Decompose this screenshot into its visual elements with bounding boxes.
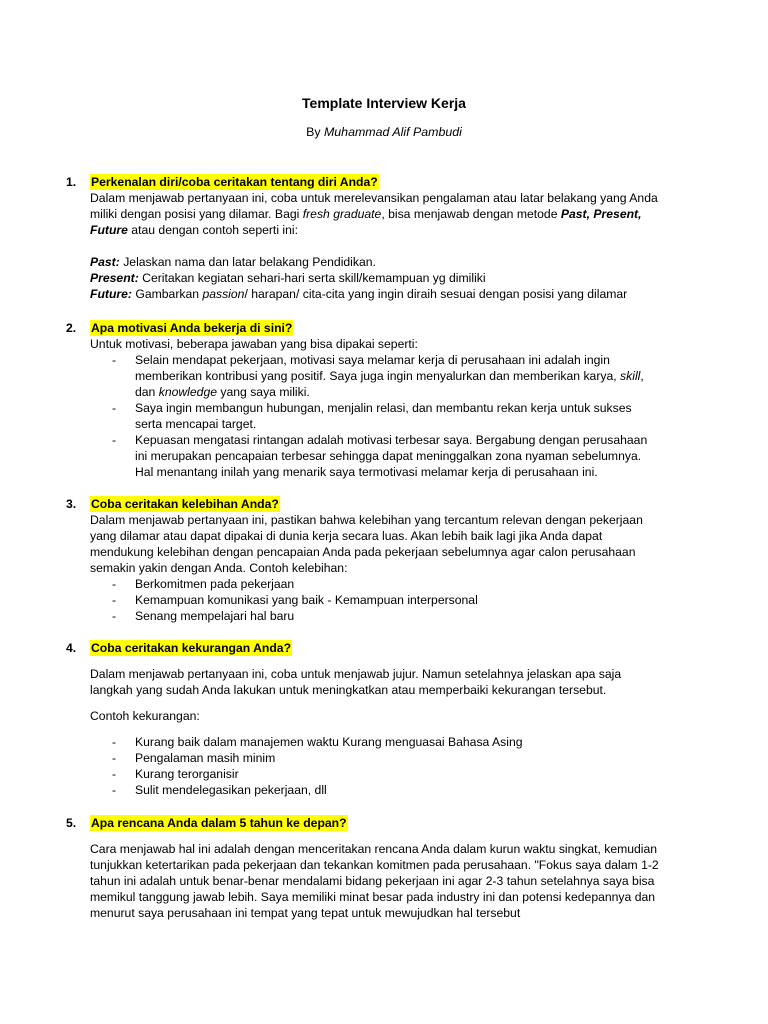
text-run: Future <box>90 223 128 237</box>
byline <box>0 124 768 140</box>
text-run: miliki dengan posisi yang dilamar. Bagi <box>90 207 303 221</box>
list-line: Berkomitmen pada pekerjaan <box>135 577 295 591</box>
question-number: 2. <box>66 321 77 335</box>
past-label: Past: <box>90 255 120 269</box>
paragraph-line: menurut saya perusahaan ini tempat yang tepat untuk mewujudkan hal tersebut <box>90 906 521 920</box>
paragraph-line: memikul tanggung jawab lebih. Saya memiliki minat besar pada industry ini dan potensi kedepannya dan <box>90 890 656 904</box>
document-title: Template Interview Kerja <box>302 95 466 111</box>
section-q3 <box>66 496 686 624</box>
question-text: Perkenalan diri/coba ceritakan tentang diri Anda? <box>91 175 378 189</box>
answer-body <box>90 336 686 480</box>
question-number: 3. <box>66 497 77 511</box>
text-run: Gambarkan <box>131 287 203 301</box>
list-line: Hal menantang inilah yang menarik saya termotivasi melamar kerja di perusahaan ini. <box>135 465 598 479</box>
section-q1 <box>66 174 686 302</box>
list-item <box>90 432 686 480</box>
question-number: 1. <box>66 175 77 189</box>
list-item <box>90 576 686 592</box>
past-line <box>90 254 686 270</box>
list-line: Sulit mendelegasikan pekerjaan, dll <box>135 783 327 797</box>
list-line: ini merupakan pencapaian terbesar sehingga dapat meninggalkan zona nyaman sebelumnya. <box>135 449 642 463</box>
bullet-dash: - <box>112 353 117 367</box>
bullet-dash: - <box>112 577 117 591</box>
list-line: Kemampuan komunikasi yang baik - Kemampuan interpersonal <box>135 593 478 607</box>
list-line: Saya ingin membangun hubungan, menjalin relasi, dan membantu rekan kerja untuk sukses <box>135 401 632 415</box>
present-line <box>90 270 686 286</box>
text-run: passion <box>202 287 245 301</box>
list-line: serta mencapai target. <box>135 417 257 431</box>
question-number: 5. <box>66 816 77 830</box>
present-label: Present: <box>90 271 139 285</box>
paragraph-line: Cara menjawab hal ini adalah dengan menceritakan rencana Anda dalam kurun waktu singkat, kemudian <box>90 842 658 856</box>
paragraph-line: mendukung kelebihan dengan pencapaian Anda pada pekerjaan sebelumnya agar calon perusahaan <box>90 545 636 559</box>
bullet-dash: - <box>112 433 117 447</box>
paragraph-line <box>90 206 686 222</box>
paragraph-line: yang dilamar atau dapat dipakai di dunia kerja secara luas. Akan lebih baik lagi jika Anda dapat <box>90 529 603 543</box>
paragraph-line: langkah yang sudah Anda lakukan untuk meningkatkan atau memperbaiki kekurangan tersebut. <box>90 683 607 697</box>
question-heading <box>66 320 686 336</box>
text-run: yang saya miliki. <box>217 385 310 399</box>
answer-body <box>90 666 686 798</box>
question-number: 4. <box>66 641 77 655</box>
text-run: memberikan kontribusi yang positif. Saya juga ingin menyalurkan dan memberikan karya, <box>135 369 621 383</box>
paragraph-line <box>90 222 686 238</box>
list-item <box>90 352 686 400</box>
question-text: Apa motivasi Anda bekerja di sini? <box>91 321 293 335</box>
paragraph-line: tunjukkan ketertarikan pada pekerjaan dan tekankan komitmen pada perusahaan. "Fokus saya dalam 1-2 <box>90 858 659 872</box>
author-name: Muhammad Alif Pambudi <box>323 125 462 139</box>
list-item <box>90 400 686 432</box>
text-run: atau dengan contoh seperti ini: <box>127 223 298 237</box>
list-line: Senang mempelajari hal baru <box>135 609 295 623</box>
list-line: Kurang terorganisir <box>135 767 239 781</box>
question-heading <box>66 174 686 190</box>
list-line: Kurang baik dalam manajemen waktu Kurang menguasai Bahasa Asing <box>135 735 523 749</box>
list-line <box>135 368 686 384</box>
text-run: Ceritakan kegiatan sehari-hari serta skill/kemampuan yg dimiliki <box>138 271 486 285</box>
section-q4 <box>66 640 686 798</box>
list-item <box>90 766 686 782</box>
text-run: Past, Present, <box>560 207 642 221</box>
blank-line <box>90 238 686 254</box>
question-text: Coba ceritakan kekurangan Anda? <box>91 641 292 655</box>
text-run: dan <box>135 385 159 399</box>
future-label: Future: <box>90 287 132 301</box>
text-run: , bisa menjawab dengan metode <box>381 207 561 221</box>
question-heading <box>66 640 686 656</box>
byline-prefix: By <box>306 125 324 139</box>
question-heading <box>66 815 686 831</box>
answer-body <box>90 841 686 921</box>
list-item <box>90 608 686 624</box>
list-line: Pengalaman masih minim <box>135 751 276 765</box>
text-run: fresh graduate <box>302 207 382 221</box>
bullet-dash: - <box>112 401 117 415</box>
question-heading <box>66 496 686 512</box>
bullet-dash: - <box>112 609 117 623</box>
list-line: Kepuasan mengatasi rintangan adalah motivasi terbesar saya. Bergabung dengan perusahaan <box>135 433 648 447</box>
text-run: Jelaskan nama dan latar belakang Pendidikan. <box>119 255 376 269</box>
paragraph-line: Dalam menjawab pertanyaan ini, coba untuk menjawab jujur. Namun setelahnya jelaskan apa saja <box>90 667 622 681</box>
bullet-dash: - <box>112 751 117 765</box>
paragraph-line: Dalam menjawab pertanyaan ini, pastikan bahwa kelebihan yang tercantum relevan dengan pekerjaan <box>90 513 643 527</box>
text-run: , <box>640 369 644 383</box>
list-item <box>90 734 686 750</box>
list-item <box>90 782 686 798</box>
bullet-dash: - <box>112 783 117 797</box>
paragraph-line: tahun ini adalah untuk benar-benar mendalami bidang pekerjaan ini agar 2-3 tahun setelahnya saya bisa <box>90 874 655 888</box>
bullet-dash: - <box>112 767 117 781</box>
text-run: knowledge <box>158 385 218 399</box>
question-text: Coba ceritakan kelebihan Anda? <box>91 497 279 511</box>
paragraph-line: semakin yakin dengan Anda. Contoh kelebihan: <box>90 561 348 575</box>
list-item <box>90 592 686 608</box>
answer-body <box>90 190 686 302</box>
example-label: Contoh kekurangan: <box>90 709 200 723</box>
text-run: / harapan/ cita-cita yang ingin diraih sesuai dengan posisi yang dilamar <box>244 287 628 301</box>
future-line <box>90 286 686 302</box>
answer-body <box>90 512 686 624</box>
list-line <box>135 384 686 400</box>
bullet-dash: - <box>112 735 117 749</box>
section-q2 <box>66 320 686 480</box>
section-q5 <box>66 815 686 921</box>
list-line: Selain mendapat pekerjaan, motivasi saya melamar kerja di perusahaan ini adalah ingin <box>135 353 610 367</box>
bullet-dash: - <box>112 593 117 607</box>
paragraph-line: Untuk motivasi, beberapa jawaban yang bisa dipakai seperti: <box>90 337 418 351</box>
question-text: Apa rencana Anda dalam 5 tahun ke depan? <box>91 816 347 830</box>
paragraph-line: Dalam menjawab pertanyaan ini, coba untuk merelevansikan pengalaman atau latar belakang yang Anda <box>90 191 658 205</box>
text-run: skill <box>620 369 641 383</box>
list-item <box>90 750 686 766</box>
spacer <box>90 724 686 734</box>
